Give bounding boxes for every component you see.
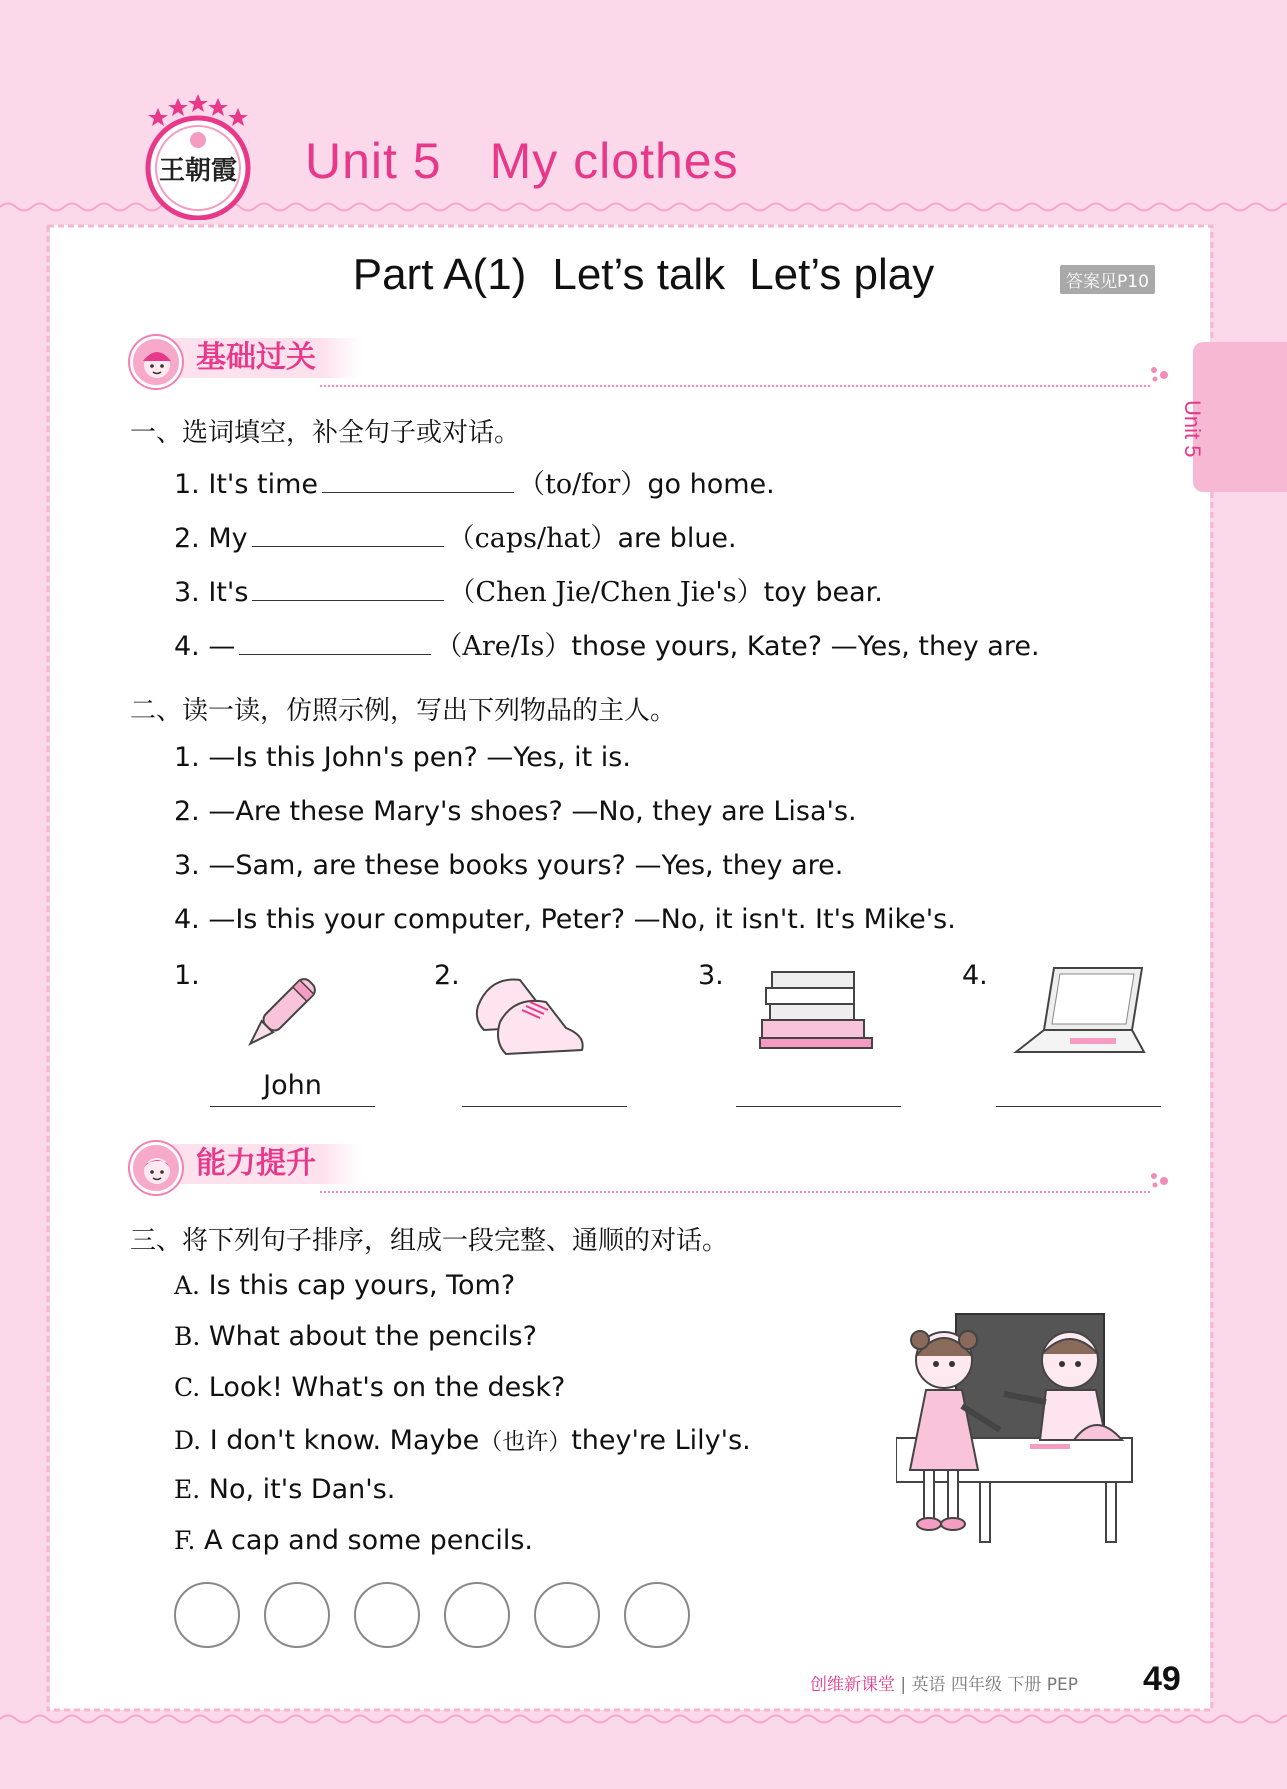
- option-text: No, it's Dan's.: [208, 1474, 396, 1505]
- unit-label: Unit 5: [305, 133, 442, 189]
- option-letter: D.: [174, 1426, 202, 1455]
- item-after: go home.: [647, 469, 775, 500]
- answer-blank[interactable]: [239, 629, 431, 655]
- question-1-title: 一、选词填空，补全句子或对话。: [130, 418, 521, 448]
- picture-number: 4.: [962, 960, 988, 991]
- item-after: those yours, Kate? —Yes, they are.: [571, 631, 1040, 662]
- play-label: Let’s play: [749, 250, 935, 299]
- choice-hint: （caps/hat）: [447, 523, 618, 554]
- option-c: [174, 1372, 565, 1403]
- order-answer-circle[interactable]: [174, 1582, 240, 1648]
- section-divider: [320, 385, 1150, 387]
- dialogue-line: 3. —Sam, are these books yours? —Yes, they are.: [174, 850, 844, 881]
- fill-item-2: [174, 516, 737, 555]
- option-e: [174, 1474, 395, 1505]
- section-heading-basic: [130, 336, 430, 390]
- answer-blank[interactable]: [252, 575, 444, 601]
- girl-face-icon: [130, 336, 182, 388]
- side-tab-label: Unit 5: [1180, 400, 1205, 458]
- footer-brand: 创维新课堂: [810, 1675, 895, 1695]
- logo-text: 王朝霞: [158, 156, 237, 186]
- order-answer-circle[interactable]: [624, 1582, 690, 1648]
- section-title: 能力提升: [172, 1144, 360, 1184]
- footer-grade: 四年级: [950, 1675, 1002, 1695]
- wave-border-bottom: [0, 1712, 1287, 1726]
- picture-number: 1.: [174, 960, 200, 991]
- section-title: 基础过关: [172, 338, 360, 378]
- item-before: It's time: [208, 469, 318, 500]
- order-answer-circle[interactable]: [354, 1582, 420, 1648]
- section-divider: [320, 1191, 1150, 1193]
- owner-answer: John: [263, 1070, 322, 1101]
- item-before: My: [208, 523, 248, 554]
- page-number: 49: [1143, 1660, 1181, 1698]
- option-text: A cap and some pencils.: [204, 1525, 533, 1556]
- question-3-title: 三、将下列句子排序，组成一段完整、通顺的对话。: [130, 1226, 729, 1256]
- section-heading-advanced: [130, 1142, 430, 1196]
- divider-dots-icon: [1148, 366, 1172, 382]
- option-letter: E.: [174, 1475, 201, 1504]
- laptop-icon: [1010, 962, 1150, 1062]
- item-number: 4.: [174, 631, 200, 662]
- option-b: [174, 1321, 537, 1352]
- answer-line[interactable]: [462, 1106, 627, 1107]
- item-after: toy bear.: [763, 577, 883, 608]
- option-text: What about the pencils?: [208, 1321, 537, 1352]
- fill-item-3: [174, 570, 883, 609]
- item-number: 1.: [174, 469, 200, 500]
- item-number: 2.: [174, 523, 200, 554]
- option-letter: A.: [174, 1271, 201, 1300]
- divider-dots-icon: [1148, 1172, 1172, 1188]
- answer-reference-badge: 答案见P10: [1060, 265, 1155, 294]
- footer-edition: PEP: [1046, 1675, 1079, 1695]
- choice-hint: （to/for）: [517, 469, 648, 500]
- item-after: are blue.: [617, 523, 737, 554]
- answer-blank[interactable]: [252, 521, 444, 547]
- talk-label: Let’s talk: [552, 250, 726, 299]
- option-a: [174, 1270, 515, 1301]
- unit-side-tab[interactable]: [1193, 342, 1287, 492]
- choice-hint: （Chen Jie/Chen Jie's）: [448, 577, 764, 608]
- item-before: —: [208, 631, 236, 662]
- unit-title: [305, 132, 739, 190]
- item-number: 3.: [174, 577, 200, 608]
- option-letter: B.: [174, 1322, 201, 1351]
- answer-line[interactable]: [736, 1106, 901, 1107]
- pen-icon: [232, 966, 328, 1062]
- boy-face-icon: [130, 1142, 182, 1194]
- shoes-icon: [470, 966, 594, 1062]
- order-answer-circle[interactable]: [264, 1582, 330, 1648]
- dialogue-line: 1. —Is this John's pen? —Yes, it is.: [174, 742, 631, 773]
- picture-number: 2.: [434, 960, 460, 991]
- option-letter: F.: [174, 1526, 196, 1555]
- answer-line[interactable]: [996, 1106, 1161, 1107]
- fill-item-1: [174, 462, 775, 501]
- choice-hint: （Are/Is）: [435, 631, 572, 662]
- picture-number: 3.: [698, 960, 724, 991]
- option-text: Look! What's on the desk?: [208, 1372, 566, 1403]
- footer-separator: |: [900, 1675, 907, 1695]
- option-letter: C.: [174, 1373, 201, 1402]
- part-label: Part A(1): [352, 250, 527, 299]
- books-icon: [758, 966, 878, 1056]
- option-rest: they're Lily's.: [571, 1425, 751, 1456]
- option-text: I don't know. Maybe: [209, 1425, 480, 1456]
- item-before: It's: [208, 577, 249, 608]
- answer-line[interactable]: [210, 1106, 375, 1107]
- children-at-desk-illustration-icon: [896, 1310, 1136, 1550]
- order-answer-circle[interactable]: [534, 1582, 600, 1648]
- fill-item-4: [174, 624, 1040, 663]
- order-answer-circle[interactable]: [444, 1582, 510, 1648]
- unit-name: My clothes: [489, 133, 739, 189]
- option-d: [174, 1423, 751, 1456]
- dialogue-line: 4. —Is this your computer, Peter? —No, it isn't. It's Mike's.: [174, 904, 956, 935]
- dialogue-line: 2. —Are these Mary's shoes? —No, they are Lisa's.: [174, 796, 857, 827]
- footer-subject: 英语: [911, 1675, 946, 1695]
- footer-info: [810, 1670, 1078, 1695]
- option-note: （也许）: [479, 1429, 572, 1455]
- footer-term: 下册: [1007, 1675, 1042, 1695]
- answer-blank[interactable]: [322, 467, 514, 493]
- option-text: Is this cap yours, Tom?: [208, 1270, 516, 1301]
- option-f: [174, 1525, 533, 1556]
- question-2-title: 二、读一读，仿照示例，写出下列物品的主人。: [130, 696, 677, 726]
